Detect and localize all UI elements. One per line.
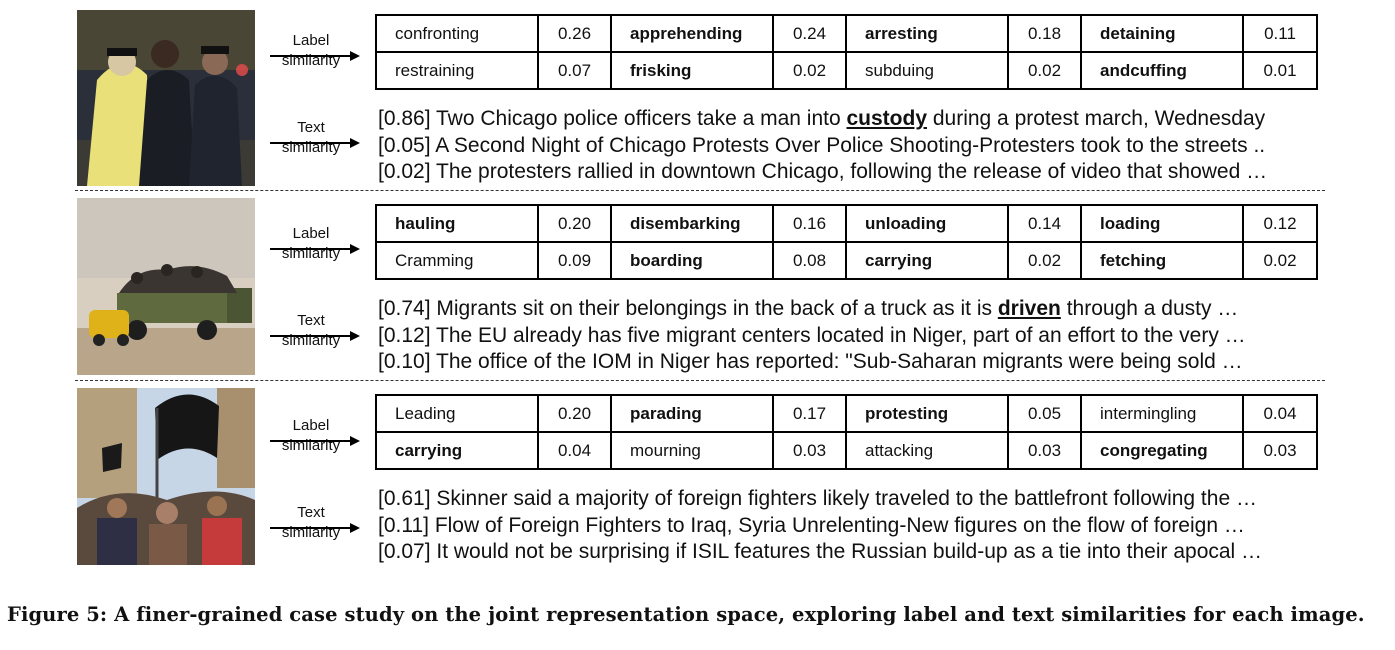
text-line: [0.05] A Second Night of Chicago Protests Over Police Shooting-Protesters took to the streets .. bbox=[378, 133, 1266, 157]
right-arrow-icon bbox=[270, 243, 360, 255]
score-cell: 0.12 bbox=[1243, 205, 1317, 242]
label-cell: disembarking bbox=[611, 205, 773, 242]
migrant-truck-photo bbox=[77, 198, 255, 375]
right-arrow-icon bbox=[270, 435, 360, 447]
text-similarity-arrow bbox=[270, 118, 366, 158]
score-cell: 0.03 bbox=[773, 432, 846, 469]
table-row bbox=[376, 52, 1317, 89]
label-cell: arresting bbox=[846, 15, 1008, 52]
label-cell: andcuffing bbox=[1081, 52, 1243, 89]
table-row bbox=[376, 242, 1317, 279]
arrow-caption-line2: similarity bbox=[281, 524, 341, 541]
table-row bbox=[376, 205, 1317, 242]
label-cell: attacking bbox=[846, 432, 1008, 469]
figure-caption: Figure 5: A finer-grained case study on the joint representation space, exploring label and text similarities for each image. bbox=[7, 603, 1365, 626]
score-cell: 0.03 bbox=[1008, 432, 1081, 469]
text-line: [0.07] It would not be surprising if ISIL features the Russian build-up as a tie into their apocal … bbox=[378, 540, 1263, 563]
label-cell: restraining bbox=[376, 52, 538, 89]
label-cell: confronting bbox=[376, 15, 538, 52]
label-cell: loading bbox=[1081, 205, 1243, 242]
label-cell: parading bbox=[611, 395, 773, 432]
score-cell: 0.02 bbox=[773, 52, 846, 89]
text-line: [0.61] Skinner said a majority of foreign fighters likely traveled to the battlefront following the … bbox=[378, 487, 1257, 510]
score-cell: 0.01 bbox=[1243, 52, 1317, 89]
arrow-caption-line1: Text bbox=[297, 312, 325, 329]
label-cell: frisking bbox=[611, 52, 773, 89]
label-similarity-arrow bbox=[270, 416, 366, 456]
score-cell: 0.02 bbox=[1243, 242, 1317, 279]
text-similarity-arrow bbox=[270, 503, 366, 543]
right-arrow-icon bbox=[270, 50, 360, 62]
score-cell: 0.04 bbox=[1243, 395, 1317, 432]
score-cell: 0.03 bbox=[1243, 432, 1317, 469]
score-cell: 0.02 bbox=[1008, 242, 1081, 279]
score-cell: 0.07 bbox=[538, 52, 611, 89]
text-line: [0.12] The EU already has five migrant centers located in Niger, part of an effort to the very … bbox=[378, 323, 1246, 347]
arrow-caption-line2: similarity bbox=[281, 332, 341, 349]
score-cell: 0.11 bbox=[1243, 15, 1317, 52]
label-cell: Leading bbox=[376, 395, 538, 432]
dashed-separator bbox=[75, 380, 1325, 381]
score-cell: 0.09 bbox=[538, 242, 611, 279]
label-similarity-table bbox=[375, 14, 1318, 90]
text-line-suffix: through a dusty … bbox=[1060, 297, 1239, 320]
label-cell: carrying bbox=[846, 242, 1008, 279]
label-similarity-table bbox=[375, 394, 1318, 470]
label-cell: hauling bbox=[376, 205, 538, 242]
score-cell: 0.02 bbox=[1008, 52, 1081, 89]
arrow-caption-line1: Label bbox=[292, 225, 330, 242]
label-cell: mourning bbox=[611, 432, 773, 469]
text-line-suffix: during a protest march, Wednesday bbox=[927, 107, 1266, 130]
text-similarity-arrow bbox=[270, 311, 366, 351]
score-cell: 0.17 bbox=[773, 395, 846, 432]
arrow-caption-line2: similarity bbox=[281, 245, 341, 262]
right-arrow-icon bbox=[270, 522, 360, 534]
score-cell: 0.24 bbox=[773, 15, 846, 52]
label-cell: fetching bbox=[1081, 242, 1243, 279]
arrow-caption-line2: similarity bbox=[281, 437, 341, 454]
text-line-prefix: [0.74] Migrants sit on their belongings in the back of a truck as it is bbox=[378, 297, 998, 320]
text-line: [0.10] The office of the IOM in Niger has reported: "Sub-Saharan migrants were being sold … bbox=[378, 350, 1243, 373]
text-line: [0.02] The protesters rallied in downtown Chicago, following the release of video that showed … bbox=[378, 160, 1268, 183]
highlighted-word: driven bbox=[997, 297, 1061, 320]
highlighted-word: custody bbox=[846, 107, 928, 130]
score-cell: 0.18 bbox=[1008, 15, 1081, 52]
label-cell: carrying bbox=[376, 432, 538, 469]
text-line-prefix: [0.86] Two Chicago police officers take a man into bbox=[378, 107, 847, 130]
arrow-caption-line2: similarity bbox=[281, 52, 341, 69]
score-cell: 0.08 bbox=[773, 242, 846, 279]
score-cell: 0.14 bbox=[1008, 205, 1081, 242]
text-line: [0.11] Flow of Foreign Fighters to Iraq, Syria Unrelenting-New figures on the flow of foreign … bbox=[378, 513, 1245, 537]
text-similarity-list bbox=[378, 106, 1326, 186]
label-cell: protesting bbox=[846, 395, 1008, 432]
right-arrow-icon bbox=[270, 137, 360, 149]
text-similarity-list bbox=[378, 296, 1326, 376]
label-cell: detaining bbox=[1081, 15, 1243, 52]
dashed-separator bbox=[75, 190, 1325, 191]
text-line bbox=[378, 296, 1326, 323]
label-similarity-arrow bbox=[270, 31, 366, 71]
label-cell: unloading bbox=[846, 205, 1008, 242]
text-similarity-list bbox=[378, 486, 1326, 566]
table-row bbox=[376, 395, 1317, 432]
arrow-caption-line1: Text bbox=[297, 119, 325, 136]
score-cell: 0.20 bbox=[538, 205, 611, 242]
score-cell: 0.26 bbox=[538, 15, 611, 52]
label-similarity-table bbox=[375, 204, 1318, 280]
label-similarity-arrow bbox=[270, 224, 366, 264]
label-cell: Cramming bbox=[376, 242, 538, 279]
label-cell: boarding bbox=[611, 242, 773, 279]
flag-crowd-photo bbox=[77, 388, 255, 565]
table-row bbox=[376, 15, 1317, 52]
label-cell: apprehending bbox=[611, 15, 773, 52]
score-cell: 0.20 bbox=[538, 395, 611, 432]
arrow-caption-line1: Label bbox=[292, 32, 330, 49]
arrow-caption-line2: similarity bbox=[281, 139, 341, 156]
score-cell: 0.05 bbox=[1008, 395, 1081, 432]
score-cell: 0.16 bbox=[773, 205, 846, 242]
label-cell: intermingling bbox=[1081, 395, 1243, 432]
arrow-caption-line1: Text bbox=[297, 504, 325, 521]
score-cell: 0.04 bbox=[538, 432, 611, 469]
arrow-caption-line1: Label bbox=[292, 417, 330, 434]
police-arrest-photo bbox=[77, 10, 255, 186]
text-line bbox=[378, 106, 1326, 133]
table-row bbox=[376, 432, 1317, 469]
label-cell: congregating bbox=[1081, 432, 1243, 469]
right-arrow-icon bbox=[270, 330, 360, 342]
label-cell: subduing bbox=[846, 52, 1008, 89]
